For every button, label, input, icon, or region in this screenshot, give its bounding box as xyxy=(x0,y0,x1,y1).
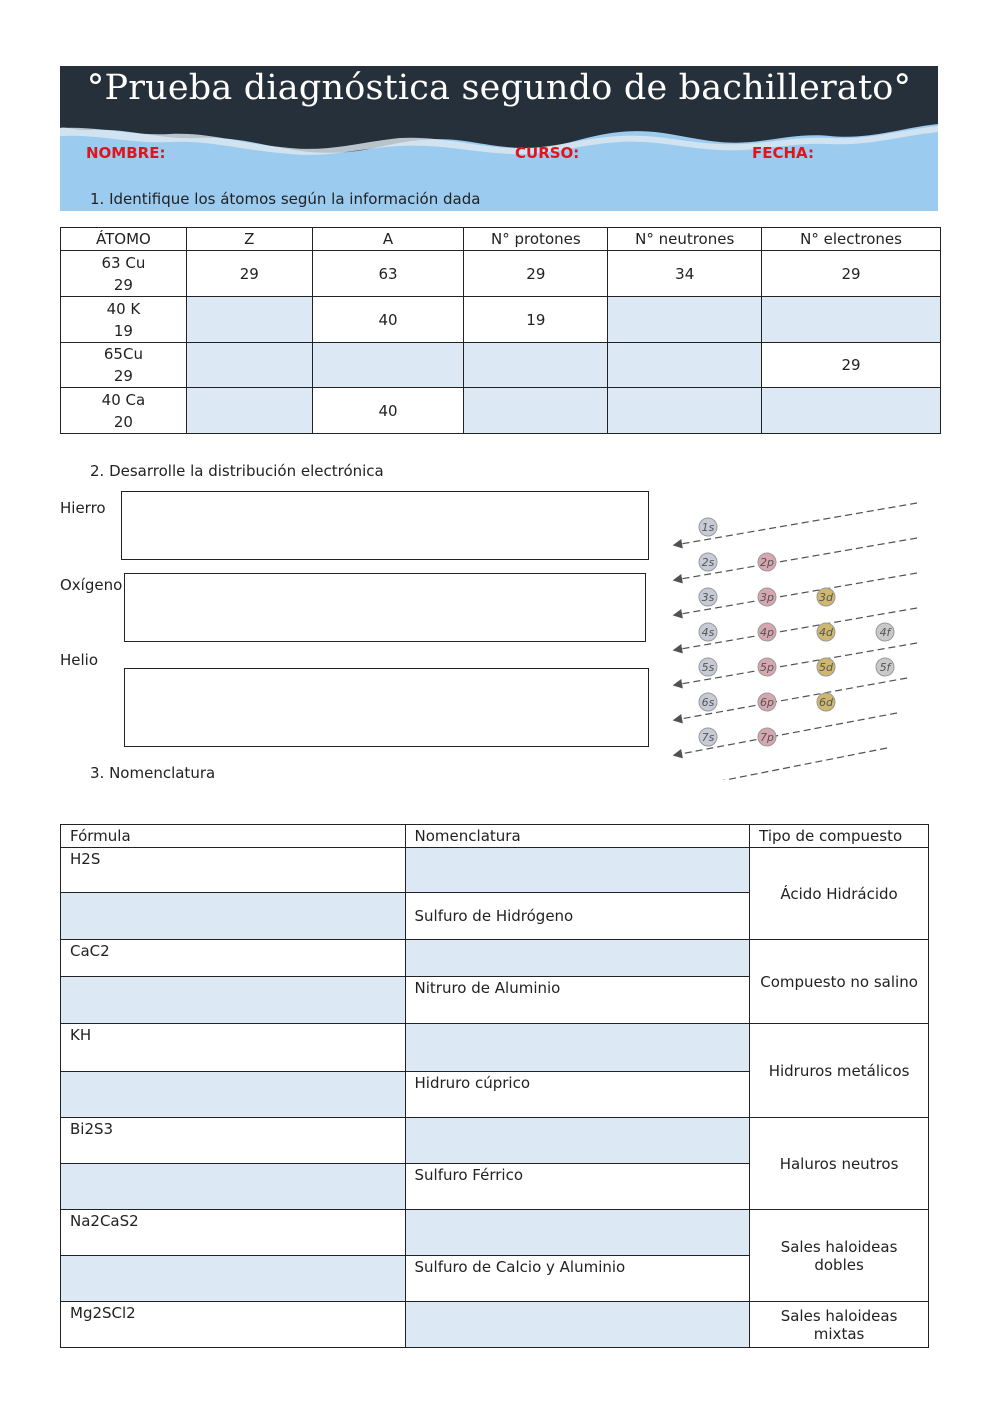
atom-cell: 65Cu 29 xyxy=(61,343,187,388)
atom-cell: 40 K 19 xyxy=(61,297,187,343)
orbital-label-5f: 5f xyxy=(879,661,891,674)
neutrones-cell[interactable] xyxy=(608,343,762,388)
header-atomo: ÁTOMO xyxy=(61,228,187,251)
nomenclature-answer-cell[interactable] xyxy=(405,1118,750,1164)
z-cell[interactable] xyxy=(186,388,312,434)
protones-cell[interactable]: 29 xyxy=(464,251,608,297)
compound-type-cell: Sales haloideas dobles xyxy=(750,1210,929,1302)
nomenclature-answer-cell[interactable] xyxy=(405,1302,750,1348)
orbital-label-3p: 3p xyxy=(760,591,774,604)
nomenclature-cell: Nitruro de Aluminio xyxy=(405,977,750,1024)
header-a: A xyxy=(312,228,464,251)
nomenclature-cell: Hidruro cúprico xyxy=(405,1072,750,1118)
helio-label: Helio xyxy=(60,651,99,669)
nomenclature-cell: Sulfuro Férrico xyxy=(405,1164,750,1210)
question-1-title: 1. Identifique los átomos según la información dada xyxy=(90,190,481,208)
page-title: °Prueba diagnóstica segundo de bachillerato° xyxy=(86,68,912,108)
table-row xyxy=(61,343,941,388)
header-z: Z xyxy=(186,228,312,251)
z-cell[interactable]: 29 xyxy=(186,251,312,297)
orbital-label-1s: 1s xyxy=(701,521,715,534)
header-formula: Fórmula xyxy=(61,825,406,848)
orbital-label-3d: 3d xyxy=(819,591,833,604)
atoms-table xyxy=(60,227,941,434)
table-row xyxy=(61,251,941,297)
table-row xyxy=(61,388,941,434)
compound-type-cell: Hidruros metálicos xyxy=(750,1024,929,1118)
z-cell[interactable] xyxy=(186,343,312,388)
formula-cell: Bi2S3 xyxy=(61,1118,406,1164)
nomenclature-answer-cell[interactable] xyxy=(405,1024,750,1072)
nomenclature-cell: Sulfuro de Calcio y Aluminio xyxy=(405,1256,750,1302)
orbital-label-4f: 4f xyxy=(879,626,891,639)
formula-cell: KH xyxy=(61,1024,406,1072)
formula-answer-cell[interactable] xyxy=(61,1164,406,1210)
orbital-label-2p: 2p xyxy=(760,556,774,569)
table-row xyxy=(61,848,929,893)
a-cell[interactable] xyxy=(312,343,464,388)
neutrones-cell[interactable]: 34 xyxy=(608,251,762,297)
electrones-cell[interactable]: 29 xyxy=(762,251,941,297)
compound-type-cell: Compuesto no salino xyxy=(750,940,929,1024)
orbital-label-6p: 6p xyxy=(760,696,774,709)
compound-type-cell: Haluros neutros xyxy=(750,1118,929,1210)
orbital-label-6s: 6s xyxy=(701,696,715,709)
hierro-label: Hierro xyxy=(60,499,106,517)
electrones-cell[interactable]: 29 xyxy=(762,343,941,388)
header-banner xyxy=(60,66,938,211)
hierro-answer-box[interactable] xyxy=(121,491,649,560)
question-2-title: 2. Desarrolle la distribución electrónica xyxy=(90,462,384,480)
orbital-label-5d: 5d xyxy=(819,661,833,674)
table-row xyxy=(61,940,929,977)
formula-cell: Mg2SCl2 xyxy=(61,1302,406,1348)
protones-cell[interactable]: 19 xyxy=(464,297,608,343)
electrones-cell[interactable] xyxy=(762,388,941,434)
formula-answer-cell[interactable] xyxy=(61,1072,406,1118)
nomen-header-row xyxy=(61,825,929,848)
orbital-label-5s: 5s xyxy=(701,661,715,674)
helio-answer-box[interactable] xyxy=(124,668,649,747)
a-cell[interactable]: 40 xyxy=(312,388,464,434)
formula-cell: CaC2 xyxy=(61,940,406,977)
table-row xyxy=(61,1302,929,1348)
atoms-header-row xyxy=(61,228,941,251)
compound-type-cell: Sales haloideas mixtas xyxy=(750,1302,929,1348)
z-cell[interactable] xyxy=(186,297,312,343)
a-cell[interactable]: 40 xyxy=(312,297,464,343)
table-row xyxy=(61,297,941,343)
aufbau-diagram xyxy=(665,495,940,780)
formula-answer-cell[interactable] xyxy=(61,1256,406,1302)
nomenclature-table xyxy=(60,824,929,1348)
protones-cell[interactable] xyxy=(464,388,608,434)
header-neutrones: N° neutrones xyxy=(608,228,762,251)
orbital-label-2s: 2s xyxy=(701,556,715,569)
diagonal-arrow xyxy=(675,748,887,780)
electrones-cell[interactable] xyxy=(762,297,941,343)
orbital-label-5p: 5p xyxy=(760,661,774,674)
formula-cell: Na2CaS2 xyxy=(61,1210,406,1256)
curso-label: CURSO: xyxy=(515,144,580,162)
nomenclature-cell: Sulfuro de Hidrógeno xyxy=(405,893,750,940)
question-3-title: 3. Nomenclatura xyxy=(90,764,216,782)
header-protones: N° protones xyxy=(464,228,608,251)
formula-answer-cell[interactable] xyxy=(61,893,406,940)
oxigeno-answer-box[interactable] xyxy=(124,573,646,642)
header-tipo: Tipo de compuesto xyxy=(750,825,929,848)
atom-cell: 40 Ca 20 xyxy=(61,388,187,434)
compound-type-cell: Ácido Hidrácido xyxy=(750,848,929,940)
header-nomenclatura: Nomenclatura xyxy=(405,825,750,848)
orbital-label-4d: 4d xyxy=(819,626,833,639)
formula-cell: H2S xyxy=(61,848,406,893)
orbital-label-4s: 4s xyxy=(701,626,715,639)
oxigeno-label: Oxígeno xyxy=(60,576,123,594)
orbital-label-3s: 3s xyxy=(701,591,715,604)
orbital-label-6d: 6d xyxy=(819,696,833,709)
nombre-label: NOMBRE: xyxy=(86,144,166,162)
header-electrones: N° electrones xyxy=(762,228,941,251)
a-cell[interactable]: 63 xyxy=(312,251,464,297)
protones-cell[interactable] xyxy=(464,343,608,388)
neutrones-cell[interactable] xyxy=(608,388,762,434)
orbital-label-4p: 4p xyxy=(760,626,774,639)
table-row xyxy=(61,1024,929,1072)
nomenclature-answer-cell[interactable] xyxy=(405,1210,750,1256)
orbital-label-7p: 7p xyxy=(760,731,774,744)
formula-answer-cell[interactable] xyxy=(61,977,406,1024)
table-row xyxy=(61,1210,929,1256)
neutrones-cell[interactable] xyxy=(608,297,762,343)
fecha-label: FECHA: xyxy=(752,144,814,162)
table-row xyxy=(61,1118,929,1164)
nomenclature-answer-cell[interactable] xyxy=(405,940,750,977)
orbital-label-7s: 7s xyxy=(701,731,715,744)
atom-cell: 63 Cu 29 xyxy=(61,251,187,297)
nomenclature-answer-cell[interactable] xyxy=(405,848,750,893)
